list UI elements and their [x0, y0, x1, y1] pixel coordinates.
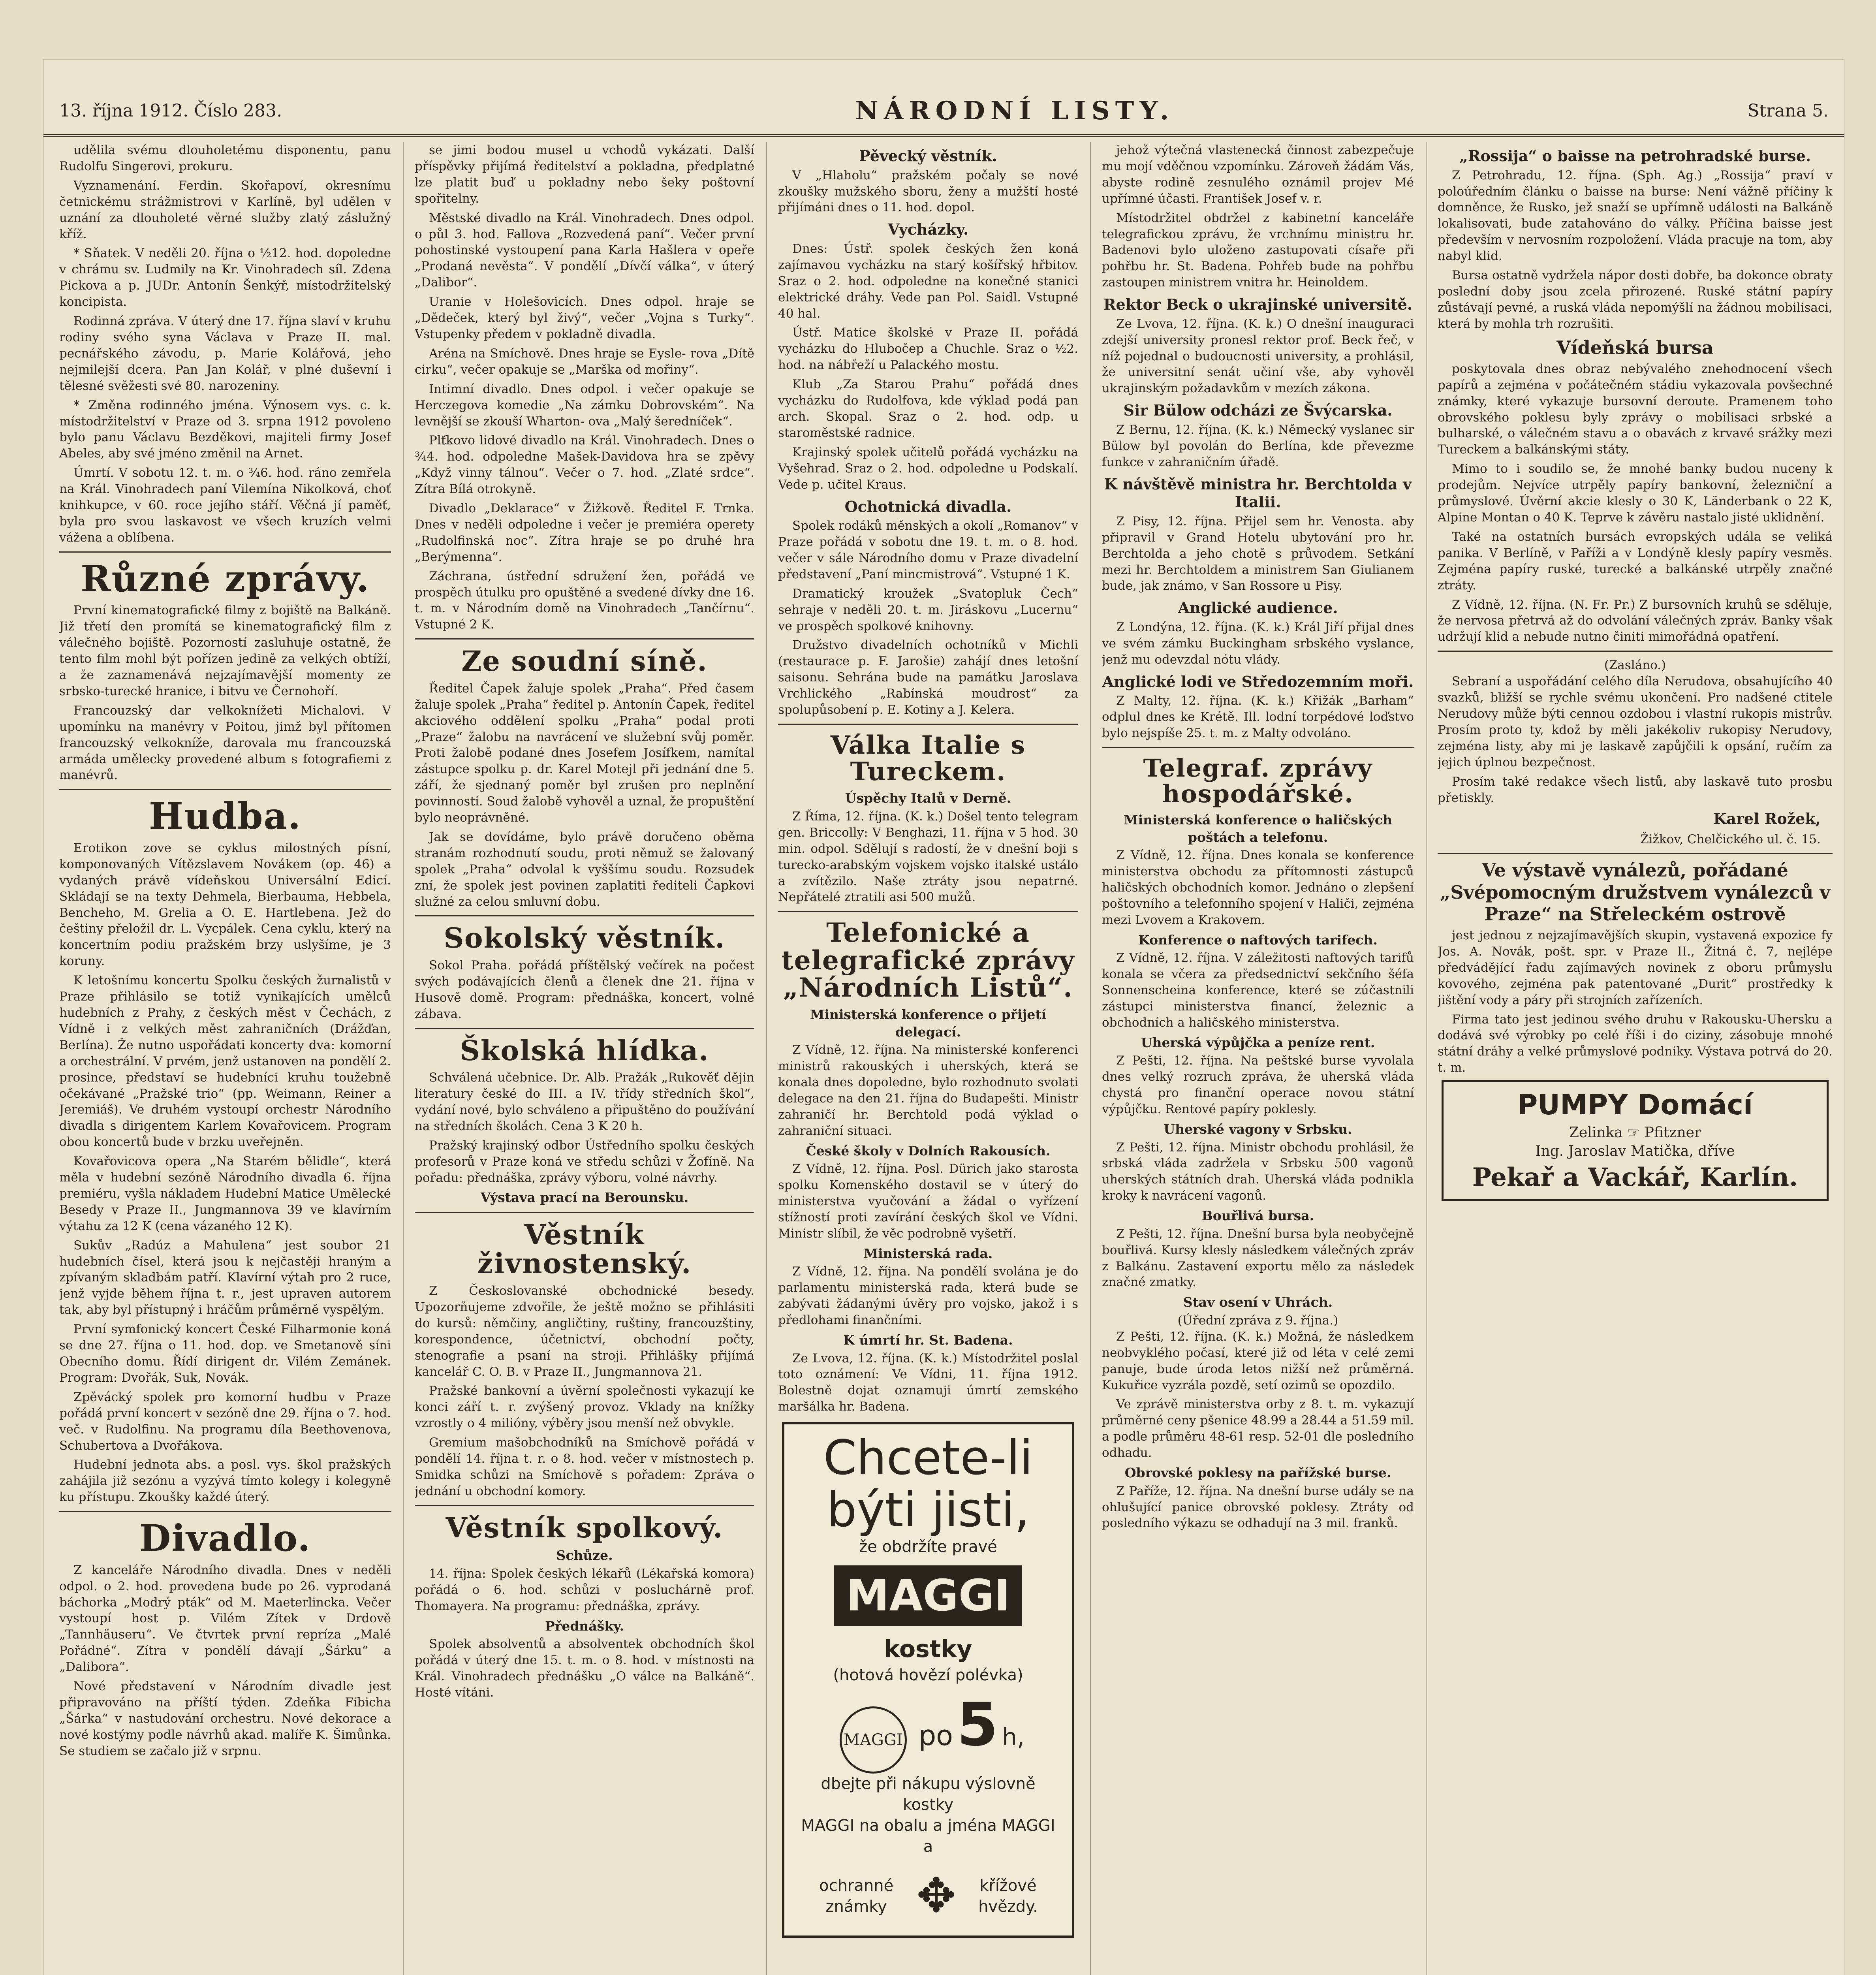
- article-text: Z kanceláře Národního divadla. Dnes v neděli odpol. o 2. hod. provedena bude po 26. vyprodaná báchorka „Modrý pták“ od M. Maeterlincka. Večer vystoupí host p. Vilém Zítek v Drdově „Tannhäuseru“. Ve čtvrtek první repríza „Malé Pořádné“. Zítra v pondělí dávají „Šárku“ a „Dalibora“.: [59, 1563, 391, 1674]
- article-text: Z Bernu, 12. října. (K. k.) Německý vyslanec sir Bülow byl povolán do Berlína, kde převezme funkce v zahraničním úřadě.: [1102, 422, 1414, 469]
- section-heading-skolska: Školská hlídka.: [460, 1034, 709, 1067]
- subheading: Úspěchy Italů v Derně.: [845, 790, 1011, 806]
- article-text: Plťkovo lidové divadlo na Král. Vinohradech. Dnes o ¾4. hod. odpoledne Mašek-Davidova hra se zpěvy „Když vinny tálnou“. Večer o 7. hod. „Zlaté srdce“. Zítra Bílá otrokyně.: [415, 433, 754, 497]
- maggi-cube-icon: MAGGI: [840, 1706, 907, 1774]
- article-text: Dramatický kroužek „Svatopluk Čech“ sehraje v neděli 20. t. m. Jiráskovu „Lucernu“ ve prospěch spolkové knihovny.: [778, 586, 1078, 633]
- article-text: V „Hlaholu“ pražském počaly se nové zkoušky mužského sboru, ženy a mužští hosté přijímáni dnes o 11. hod. dopol.: [778, 168, 1078, 215]
- subheading: Schůze.: [556, 1548, 613, 1563]
- article-text: Z Vídně, 12. října. Na ministerské konferenci ministrů rakouských i uherských, která se konala dnes dopoledne, bylo rozhodnuto svolati delegace na den 21. října do Budapešti. Ministr zahraničí hr. Berchtold podá výklad o zahraniční situaci.: [778, 1043, 1078, 1138]
- column-3: [778, 142, 1078, 1975]
- column-divider: [1426, 142, 1427, 1975]
- article-text: udělila svému dlouholetému disponentu, panu Rudolfu Singerovi, prokuru.: [59, 143, 391, 173]
- ad-po: po: [918, 1719, 953, 1752]
- column-1: [59, 142, 391, 1975]
- ad2-line: Zelinka ☞ Pfitzner: [1569, 1124, 1701, 1141]
- section-heading-hudba: Hudba.: [149, 795, 302, 838]
- section-rule: [415, 1505, 754, 1506]
- article-text: jehož výtečná vlastenecká činnost zabezpečuje mu mojí vděčnou vzpomínku. Zároveň žádám Vás, abyste rodině zesnulého oznámil projev Mé upřímné účasti. František Josef v. r.: [1102, 143, 1414, 206]
- article-text: Prosím také redakce všech listů, aby laskavě tuto prosbu přetiskly.: [1438, 774, 1833, 805]
- ad-note: dbejte při nákupu výslovně kostky: [821, 1775, 1036, 1814]
- section-rule: [415, 638, 754, 640]
- article-text: Uranie v Holešovicích. Dnes odpol. hraje se „Dědeček, který byl živý“, večer „Vojna s Turky“. Vstupenky předem v pokladně divadla.: [415, 295, 754, 341]
- article-text: Dnes: Ústř. spolek českých žen koná zajímavou vycházku na starý košířský hřbitov. Sraz o 2. hod. odpoledne na konečné stanici elektrické dráhy. Vede pan Pol. Saidl. Vstupné 40 hal.: [778, 241, 1078, 321]
- ad-note: MAGGI na obalu a jména MAGGI a: [801, 1816, 1055, 1856]
- section-rule: [59, 789, 391, 790]
- section-heading-rossija: „Rossija“ o baisse na petrohradské burse.: [1459, 147, 1811, 165]
- section-heading-valka: Válka Italie s Tureckem.: [830, 730, 1026, 787]
- article-text: Ze Lvova, 12. října. (K. k.) O dnešní inauguraci zdejší university pronesl rektor prof. Beck řeč, v níž pojednal o budoucnosti university, a prohlásil, že universitní senát učiní vše, aby vyhověl ukrajinským požadavkům v mezích zákona.: [1102, 316, 1414, 396]
- article-text: Rodinná zpráva. V úterý dne 17. října slaví v kruhu rodiny svého syna Václava v Praze II. mal. pecnářského závodu, p. Marie Kolářová, jeho nejmilejší dcera. Pan Jan Kolář, v plné duševní i tělesné svěžesti své 80. narozeniny.: [59, 314, 391, 393]
- article-text: Nové představení v Národním divadle jest připravováno na příští týden. Zdeňka Fibicha „Šárka“ v nastudování orchestru. Nové dekorace a nové kostýmy podle návrhů akad. malíře K. Šimůnka. Se studiem se začalo již v srpnu.: [59, 1679, 391, 1758]
- article-text: Z Pešti, 12. října. (K. k.) Možná, že následkem neobvyklého počasí, které již od léta v celé zemi panuje, bude úroda letos nižší než průměrná. Kukuřice vyzrála pozdě, setí ozimů se opozdilo.: [1102, 1329, 1414, 1392]
- article-text: První kinematografické filmy z bojiště na Balkáně. Již třetí den promítá se kinematografický film z válečného bojiště. Pozorností zasluhuje ostatně, že tento film mohl být pořízen jedině za velkých obtíží, a že zaznamenává nejzajímavější momenty ze srbsko-turecké hranice, i bitvu ve Černohoří.: [59, 603, 391, 698]
- section-heading-rektor: Rektor Beck o ukrajinské universitě.: [1103, 295, 1413, 314]
- subheading: Uherské vagony v Srbsku.: [1164, 1121, 1352, 1137]
- article-text: jest jednou z nejzajímavějších skupin, vystavená expozice fy Jos. A. Novák, pošt. spr. v Praze II., Žitná č. 7, nejlépe předvádějící řadu zajímavých novinek z oboru průmyslu kovového, zejména pak patentované „Durit“ prostředky k jištění vody a páry při strojních zařízeních.: [1438, 928, 1833, 1007]
- article-text: Pražský krajinský odbor Ústředního spolku českých profesorů v Praze koná ve středu schůzi v Žofíně. Na pořadu: přednáška, zprávy výboru, volné návrhy.: [415, 1138, 754, 1185]
- section-rule: [59, 1511, 391, 1512]
- article-text: Spolek absolventů a absolventek obchodních škol pořádá v úterý dne 15. t. m. o 8. hod. v místnosti na Král. Vinohradech přednášku „O válce na Balkáně“. Hosté vítáni.: [415, 1637, 754, 1700]
- article-text: Spolek rodáků měnských a okolí „Romanov“ v Praze pořádá v sobotu dne 19. t. m. o 8. hod. večer v sále Národního domu v Praze divadelní představení „Paní mincmistrová“. Vstupné 1 K.: [778, 519, 1078, 581]
- section-heading-vychazky: Vycházky.: [887, 220, 969, 239]
- section-heading-spolkovy: Věstník spolkový.: [446, 1511, 724, 1544]
- article-text: Z Pešti, 12. října. Na peštské burse vyvolala dnes velký rozruch zpráva, že uherská vláda chystá pro finanční operace novou státní výpůjčku. Rentové papíry poklesly.: [1102, 1053, 1414, 1117]
- article-text: Krajinský spolek učitelů pořádá vycházku na Vyšehrad. Sraz o 2. hod. odpoledne u Podskalí. Vede p. učitel Kraus.: [778, 445, 1078, 492]
- subheading: Přednášky.: [545, 1618, 624, 1634]
- article-text: Z Malty, 12. října. (K. k.) Křižák „Barham“ odplul dnes ke Krétě. Ill. lodní torpédové loďstvo bylo nejspíše 25. t. m. z Malty odvoláno.: [1102, 694, 1414, 741]
- subheading: Stav osení v Uhrách.: [1183, 1294, 1333, 1310]
- subheading: Výstava prací na Berounsku.: [480, 1190, 689, 1206]
- article-text: Z Vídně, 12. října. (N. Fr. Pr.) Z bursovních kruhů se sděluje, že nervosa přetrvá až do odvolání válečných zpráv. Banky však udržují klid a nebude nutno činiti mimořádná opatření.: [1438, 597, 1833, 644]
- article-text: Z Vídně, 12. října. Posl. Dürich jako starosta spolku Komenského dostavil se v úterý do ministerstva vyučování a žádal o vyřízení stížností proti zavírání českých škol ve Vídni. Ministr slíbil, že věc podrobně vyšetří.: [778, 1162, 1078, 1241]
- article-text: poskytovala dnes obraz nebývalého znehodnocení všech papírů a zejména v počátečném stádiu vykazovala povšechné známky, které vykazuje bursovní deroute. Pramenem toho obrovského poklesu byly zprávy o mobilisaci srbské a bulharské, o válečném stavu a o obavách z krvavé srážky mezi Tureckem a balkánskými státy.: [1438, 361, 1833, 457]
- article-text: Francouzský dar velkoknížeti Michalovi. V upomínku na manévry v Poitou, jimž byl přítomen francouzský velkokníže, darovala mu francouzská armáda umělecky provedené album s fotografiemi z manévrů.: [59, 703, 391, 782]
- article-text: Erotikon zove se cyklus milostných písní, komponovaných Vítězslavem Novákem (op. 46) a vydaných právě vídeňskou Universální Edicí. Skládají se na texty Dehmela, Bierbauma, Hebbela, Bencheho, M. Grelia a O. E. Hartlebena. Jež do češtiny přeložil dr. L. Vycpálek. Cena cyklu, který na koncertním podiu pražském brzy uslyšíme, je 3 koruny.: [59, 841, 391, 969]
- section-heading-anglicke: Anglické audience.: [1178, 599, 1338, 617]
- column-divider: [766, 142, 767, 1975]
- article-text: Ředitel Čapek žaluje spolek „Praha“. Před časem žaluje spolek „Praha“ ředitel p. Antonín Čapek, ředitel akciového oddělení spolku „Praha“ podal proti „Praze“ žalobu na navrácení ve služební svůj poměr. Proti žalobě podané dnes Josefem Josífkem, namítal zástupce spolku p. dr. Karel Motejl při jednání dne 5. září, že sjednaný poměr byl zrušen pro neplnění povinností. Soud žalobě vyhověl a uznal, že propuštění bylo neoprávněné.: [415, 681, 754, 825]
- article-text: První symfonický koncert České Filharmonie koná se dne 27. října o 11. hod. dop. ve Smetanově síni Obecního domu. Řídí dirigent dr. Vilém Zemánek. Program: Dvořák, Suk, Novák.: [59, 1322, 391, 1385]
- article-text: K letošnímu koncertu Spolku českých žurnalistů v Praze přihlásilo se totiž vynikajících umělců hudebních z Prahy, z českých měst v Čechách, z Vídně i z velkých měst zahraničních (Drážďan, Berlína). Že nutno uspořádati koncerty dva: komorní a orchestrální. V prvém, jenž ustanoven na pondělí 2. prosince, představí se hudebníci kruhu toužebně očekávané „Pražské trio“ (pp. Weimann, Reiner a Jeremiáš). Ve druhém vystoupí orchestr Národního divadla s dirigentem Karlem Kovařovicem. Program obou koncertů bude v brzku uveřejněn.: [59, 973, 391, 1149]
- pumpy-advertisement: [1442, 1080, 1829, 1201]
- article-text: Z Londýna, 12. října. (K. k.) Král Jiří přijal dnes ve svém zámku Buckingham srbského vyslance, jenž mu odevzdal nótu vlády.: [1102, 620, 1414, 667]
- article-text: Jak se dovídáme, bylo právě doručeno oběma stranám rozhodnutí soudu, proti němuž se žalovaný spolek „Praha“ odvolal k vyššímu soudu. Rozsudek zní, že spolek jest povinen zaplatiti řediteli Čapkovi služné za celou smluvní dobu.: [415, 830, 754, 909]
- article-text: Z Vídně, 12. října. V záležitosti naftových tarifů konala se včera za předsednictví sekčního šéfa Sonnenscheina konference, které se zúčastnili zástupci ministerstva financí, železnic a obchodních a haličského ministerstva.: [1102, 951, 1414, 1030]
- section-heading-pevecky: Pěvecký věstník.: [859, 147, 997, 165]
- article-text: Ze Lvova, 12. října. (K. k.) Místodržitel poslal toto oznámení: Ve Vídni, 11. října 1912. Bolestně dojat oznamuji úmrtí zemského maršálka hr. Badena.: [778, 1351, 1078, 1414]
- ad-brand: MAGGI: [834, 1565, 1022, 1626]
- article-text: Zpěvácký spolek pro komorní hudbu v Praze pořádá první koncert v sezóně dne 29. října o 7. hod. več. v Rudolfinu. Na programu díla Beethovenova, Schubertova a Dvořákova.: [59, 1390, 391, 1453]
- section-rule: [415, 1028, 754, 1029]
- article-text: * Změna rodinného jména. Výnosem vys. c. k. místodržitelství v Praze od 3. srpna 1912 povoleno bylo panu Václavu Bezděkovi, majiteli firmy Josef Abeles, aby své jméno změnil na Arnet.: [59, 398, 391, 461]
- section-heading-soudni-sin: Ze soudní síně.: [461, 645, 708, 678]
- ad-product-desc: (hotová hovězí polévka): [833, 1666, 1023, 1685]
- subheading: Ministerská rada.: [863, 1245, 993, 1261]
- article-text: Hudební jednota abs. a posl. vys. škol pražských zahájila již sezónu a vyzývá tímto kolegy i kolegyně ku přístupu. Zkoušky každé úterý.: [59, 1458, 391, 1505]
- article-text: Městské divadlo na Král. Vinohradech. Dnes odpol. o půl 3. hod. Fallova „Rozvedená paní“. Večer první pohostinské vystoupení pana Karla Hašlera v opeře „Prodaná nevěsta“. V pondělí „Dívčí válka“, v úterý „Dalibor“.: [415, 211, 754, 290]
- subheading: K úmrtí hr. St. Badena.: [843, 1332, 1013, 1348]
- article-text: Divadlo „Deklarace“ v Žižkově. Ředitel F. Trnka. Dnes v neděli odpoledne i večer je premiéra operety „Rudolfinská noc“. Zítra hraje se po druhé hra „Berýmenna“.: [415, 501, 754, 564]
- column-4: [1102, 142, 1414, 1975]
- article-text: Bursa ostatně vydržela nápor dosti dobře, ba dokonce obraty poslední doby jsou zcela přirozené. Ruské státní papíry zůstávají pevné, a ruská vláda nepomýšlí na žádnou mobilisaci, která by mohla trh rozrušiti.: [1438, 268, 1833, 331]
- section-heading-viden-bursa: Vídeňská bursa: [1556, 337, 1714, 358]
- subheading-note: (Úřední zpráva z 9. října.): [1177, 1313, 1338, 1328]
- zaslano-label: (Zasláno.): [1604, 658, 1666, 673]
- column-2: [415, 142, 754, 1975]
- article-text: Sebraní a uspořádání celého díla Nerudova, obsahujícího 40 svazků, bližší se rychle svému ukončení. Pro nadšené ctitele Nerudovy může býti cennou ozdobou i vlastní rukopis mistrův. Prosím proto ty, kdož by měli jakékoliv rukopisy Nerudovy, zejména listy, aby mi je laskavě zapůjčili k opsání, ručím za jejich úplnou bezpečnost.: [1438, 674, 1833, 769]
- signature-address: Žižkov, Chelčického ul. č. 15.: [1640, 832, 1821, 846]
- column-divider: [403, 142, 404, 1975]
- article-text: Firma tato jest jedinou svého druhu v Rakousku-Uhersku a dodává své výrobky po celé říši i do ciziny, zásobuje mnohé státní dráhy a velké průmyslové podniky. Výstava potrvá do 20. t. m.: [1438, 1012, 1833, 1075]
- article-text: Mimo to i soudilo se, že mnohé banky budou nuceny k prodejům. Nejvíce utrpěly papíry bankovní, železniční a průmyslové. Úvěrní akcie klesly o 30 K, Länderbank o 22 K, Alpine Montan o 40 K. Teprve k závěru nastalo jisté uklidnění.: [1438, 462, 1833, 525]
- masthead: [43, 87, 1844, 137]
- section-heading-vystava: Ve výstavě vynálezů, pořádané „Svépomocným družstvem vynálezců v Praze“ na Střeleckém ostrově: [1440, 860, 1831, 925]
- subheading: Uherská výpůjčka a peníze rent.: [1141, 1035, 1375, 1050]
- newspaper-title: NÁRODNÍ LISTY.: [855, 96, 1175, 126]
- cross-star-icon: ✥: [916, 1868, 956, 1924]
- article-text: Sukův „Radúz a Mahulena“ jest soubor 21 hudebních čísel, která jsou k nejčastěji hraným a zpívaným skladbám patří. Klavírní výtah pro 2 ruce, jenž vyjde během října t. r., jest upraven autorem tak, aby byl přístupný i hráčům průměrně vyspělým.: [59, 1238, 391, 1317]
- subheading: Ministerská konference o přijetí delegací.: [810, 1007, 1047, 1040]
- article-text: Klub „Za Starou Prahu“ pořádá dnes vycházku do Rudolfova, kde výklad podá pan arch. Skopal. Sraz o 2. hod. odp. u staroměstské radnice.: [778, 377, 1078, 440]
- section-heading-hospodarske: Telegraf. zprávy hospodářské.: [1143, 753, 1373, 809]
- section-heading-bulow: Sir Bülow odcházi ze Švýcarska.: [1123, 401, 1393, 419]
- subheading: Bouřlivá bursa.: [1201, 1208, 1314, 1224]
- section-rule: [778, 724, 1078, 725]
- column-divider: [1090, 142, 1091, 1975]
- article-text: * Sňatek. V neděli 20. října o ½12. hod. dopoledne v chrámu sv. Ludmily na Kr. Vinohradech síl. Zdena Pickova a p. JUDr. Antonín Šenkýř, místodržitelský koncipista.: [59, 246, 391, 309]
- issue-date: 13. října 1912. Číslo 283.: [59, 100, 282, 121]
- section-heading-divadlo: Divadlo.: [139, 1517, 311, 1560]
- article-text: Gremium mašobchodníků na Smíchově pořádá v pondělí 14. října t. r. o 8. hod. večer v místnostech p. Smidka schůzi na Smíchově s pořadem: Zpráva o jednání u obchodní komory.: [415, 1435, 754, 1498]
- article-text: Také na ostatních bursách evropských udála se veliká panika. V Berlíně, v Paříži a v Londýně klesly papíry vesměs. Zejména papíry ruské, turecké a balkánské utrpěly značné ztráty.: [1438, 529, 1833, 592]
- article-text: Z Paříže, 12. října. Na dnešní burse udály se na ohlušující panice obrovské poklesy. Ztráty od posledního výkazu se odhadují na 3 mil. franků.: [1102, 1484, 1414, 1531]
- section-heading-zivnostensky: Věstník živnostenský.: [477, 1218, 692, 1280]
- article-text: Družstvo divadelních ochotníků v Michli (restaurace p. F. Jarošie) zahájí dnes letošní saisonu. Sehrána bude na památku Jaroslava Vrchlického „Rabínská moudrost“ za spolupůsobení p. E. Kotiny a J. Kelera.: [778, 638, 1078, 717]
- article-text: Vyznamenání. Ferdin. Skořapoví, okresnímu četnickému strážmistrovi v Karlíně, byl udělen v uznání za dlouholeté věrné služby zlatý záslužný kříž.: [59, 178, 391, 241]
- ad-trademark-label: ochranné známky: [819, 1876, 894, 1916]
- section-heading-ochotnicka: Ochotnická divadla.: [844, 497, 1012, 515]
- ad2-line: Ing. Jaroslav Matička, dříve: [1535, 1143, 1735, 1160]
- section-rule: [415, 1212, 754, 1213]
- article-text: Z Vídně, 12. října. Na pondělí svolána je do parlamentu ministerská rada, která bude se zabývati žádanými úvěry pro vojsko, jakož i s předlohami finančními.: [778, 1264, 1078, 1328]
- article-text: Z Petrohradu, 12. října. (Sph. Ag.) „Rossija“ praví v poloúředním článku o baisse na burse: Není vážně příčiny k domněnce, že Rusko, jež snaží se upřímně události na Balkáně lokalisovati, bude zatahováno do války. Příčina baisse jest především v nervosním rozpoložení. Vláda pracuje na tom, aby nabyl klid.: [1438, 168, 1833, 263]
- article-text: Kovařovicova opera „Na Starém bělidle“, která měla v hudební sezóně Národního divadla 6. října premiéru, vyšla nákladem Hudební Matice Umělecké Besedy v Praze II., Jungmannova 39 ve klavírním výtahu za 12 K (cena vázaného 12 K).: [59, 1154, 391, 1233]
- article-text: Z Pisy, 12. října. Přijel sem hr. Venosta. aby připravil v Grand Hotelu ubytování pro hr. Berchtolda a jeho chotě s průvodem. Setkání mezi hr. Berchtoldem a ministrem San Giulianem bude, jak známo, v San Rossore u Pisy.: [1102, 514, 1414, 593]
- section-rule: [1102, 747, 1414, 748]
- article-text: Ve zprávě ministerstva orby z 8. t. m. vykazují průměrné ceny pšenice 48.99 a 28.44 a 51.59 mil. a podle průměru 48-61 resp. 52-01 dle posledního odhadu.: [1102, 1397, 1414, 1460]
- page-number: Strana 5.: [1747, 100, 1829, 121]
- article-text: Schválená učebnice. Dr. Alb. Pražák „Rukověť dějin literatury české do III. a IV. třídy středních škol“, vydání nové, bylo schváleno a připuštěno do používání na středních školách. Cena 3 K 20 h.: [415, 1070, 754, 1133]
- section-rule: [778, 911, 1078, 912]
- subheading: Obrovské poklesy na pařížské burse.: [1124, 1465, 1391, 1481]
- section-heading-sokolsky: Sokolský věstník.: [444, 922, 726, 955]
- article-text: Intimní divadlo. Dnes odpol. i večer opakuje se Herczegova komedie „Na zámku Dobrovském“. Na levnější se zkouší Wharton- ova „Malý šeredníček“.: [415, 382, 754, 429]
- article-text: Z Pešti, 12. října. Ministr obchodu prohlásil, že srbská vláda zadržela v Srbsku 500 vagonů uherských státních drah. Uherská vláda podnikla kroky k navrácení vagonů.: [1102, 1140, 1414, 1203]
- article-text: Sokol Praha. pořádá příštělský večírek na počest svých podávajících členů a členek dne 21. října v Husově domě. Program: přednáška, koncert, volné zábava.: [415, 958, 754, 1021]
- ad-price-unit: h,: [1002, 1723, 1025, 1751]
- ad2-company: Pekař a Vackář, Karlín.: [1472, 1162, 1798, 1192]
- section-heading-ruzne: Různé zprávy.: [80, 557, 370, 600]
- section-heading-berchtold: K návštěvě ministra hr. Berchtolda v Italii.: [1104, 475, 1412, 511]
- section-rule: [1438, 651, 1833, 652]
- section-heading-telefonicke: Telefonické a telegrafické zprávy „Národních Listů“.: [781, 917, 1075, 1003]
- article-text: Místodržitel obdržel z kabinetní kanceláře telegrafickou zprávu, že vrchnímu ministru hr. Badenovi bylo uloženo zastupovati císaře při pohřbu hr. St. Badena. Pohřeb bude na pohřbu zastoupen ministrem vnitra hr. Heinoldem.: [1102, 211, 1414, 290]
- subheading: Ministerská konference o haličských poštách a telefonu.: [1124, 812, 1392, 845]
- ad-subline: že obdržíte pravé: [859, 1538, 997, 1556]
- subheading: Konference o naftových tarifech.: [1138, 932, 1378, 948]
- article-text: Z Říma, 12. října. (K. k.) Došel tento telegram gen. Briccolly: V Benghazi, 11. října v 5 hod. 30 min. odpol. Sdělují s radostí, že v dnešní boji s turecko-arabským vojskem vojsko italské ustálo a zvítězilo. Naše ztráty jsou nepatrné. Nepřátelé ztratili asi 500 mužů.: [778, 809, 1078, 905]
- section-rule: [415, 915, 754, 916]
- article-text: Ústř. Matice školské v Praze II. pořádá vycházku do Hlubočep a Chuchle. Sraz o ½2. hod. na nábřeží u Palackého mostu.: [778, 325, 1078, 372]
- article-text: Z Českoslovanské obchodnické besedy. Upozorňujeme zdvořile, že ještě možno se přihlásiti do kursů: němčiny, angličtiny, ruštiny, francouzštiny, korespondence, účetnictví, obchodní počty, stenografie a psaní na stroji. Přihlášky přijímá kancelář C. O. B. v Praze II., Jungmannova 21.: [415, 1283, 754, 1379]
- article-text: Záchrana, ústřední sdružení žen, pořádá ve prospěch útulku pro opuštěné a svedené dívky dne 16. t. m. v Národním domě na Vinohradech „Tančírnu“. Vstupné 2 K.: [415, 569, 754, 632]
- article-text: Pražské bankovní a úvěrní společnosti vykazují ke konci září t. r. zvýšený provoz. Vklady na knížky vzrostly o 4 milióny, výběry jsou menší než obvykle.: [415, 1384, 754, 1431]
- signature-name: Karel Rožek,: [1713, 810, 1821, 828]
- ad-price: 5: [957, 1691, 998, 1760]
- article-text: Aréna na Smíchově. Dnes hraje se Eysle- rova „Dítě cirku“, večer opakuje se „Marška od mořiny“.: [415, 346, 754, 377]
- maggi-advertisement: [782, 1422, 1074, 1938]
- article-text: Úmrtí. V sobotu 12. t. m. o ¾6. hod. ráno zemřela na Král. Vinohradech paní Vilemína Nikolková, choť knihkupce, v 60. roce jejího stáří. Věčná jí paměť, byla pro svou laskavost ve všech kruzích velmi vážena a oblíbena.: [59, 466, 391, 545]
- ad2-headline: PUMPY Domácí: [1517, 1089, 1753, 1121]
- article-text: se jimi bodou musel u vchodů vykázati. Další příspěvky přijímá ředitelství a pokladna, předplatné lze platit buď u pokladny nebo šeky poštovní spořitelny.: [415, 143, 754, 206]
- ad-product: kostky: [884, 1635, 972, 1663]
- ad-cross-label: křížové hvězdy.: [978, 1876, 1038, 1916]
- section-heading-lodi: Anglické lodi ve Středozemním moři.: [1102, 672, 1414, 690]
- section-rule: [1438, 853, 1833, 854]
- column-5: [1438, 142, 1833, 1975]
- section-rule: [59, 551, 391, 553]
- article-text: 14. října: Spolek českých lékařů (Lékařská komora) pořádá o 6. hod. schůzi v posluchárně prof. Thomayera. Na programu: přednáška, zprávy.: [415, 1566, 754, 1613]
- article-text: Z Vídně, 12. října. Dnes konala se konference ministerstva obchodu za přítomnosti zástupců haličských obchodních komor. Jednáno o zlepšení poštovního a telefonního spojení v Haliči, zejména mezi Lvovem a Krakovem.: [1102, 848, 1414, 927]
- subheading: České školy v Dolních Rakousích.: [806, 1143, 1051, 1159]
- article-text: Z Pešti, 12. října. Dnešní bursa byla neobyčejně bouřlivá. Kursy klesly následkem válečných zpráv z Balkánu. Zastavení exportu mělo za následek značné zmatky.: [1102, 1226, 1414, 1290]
- ad-headline: Chcete-li býti jisti,: [823, 1431, 1033, 1538]
